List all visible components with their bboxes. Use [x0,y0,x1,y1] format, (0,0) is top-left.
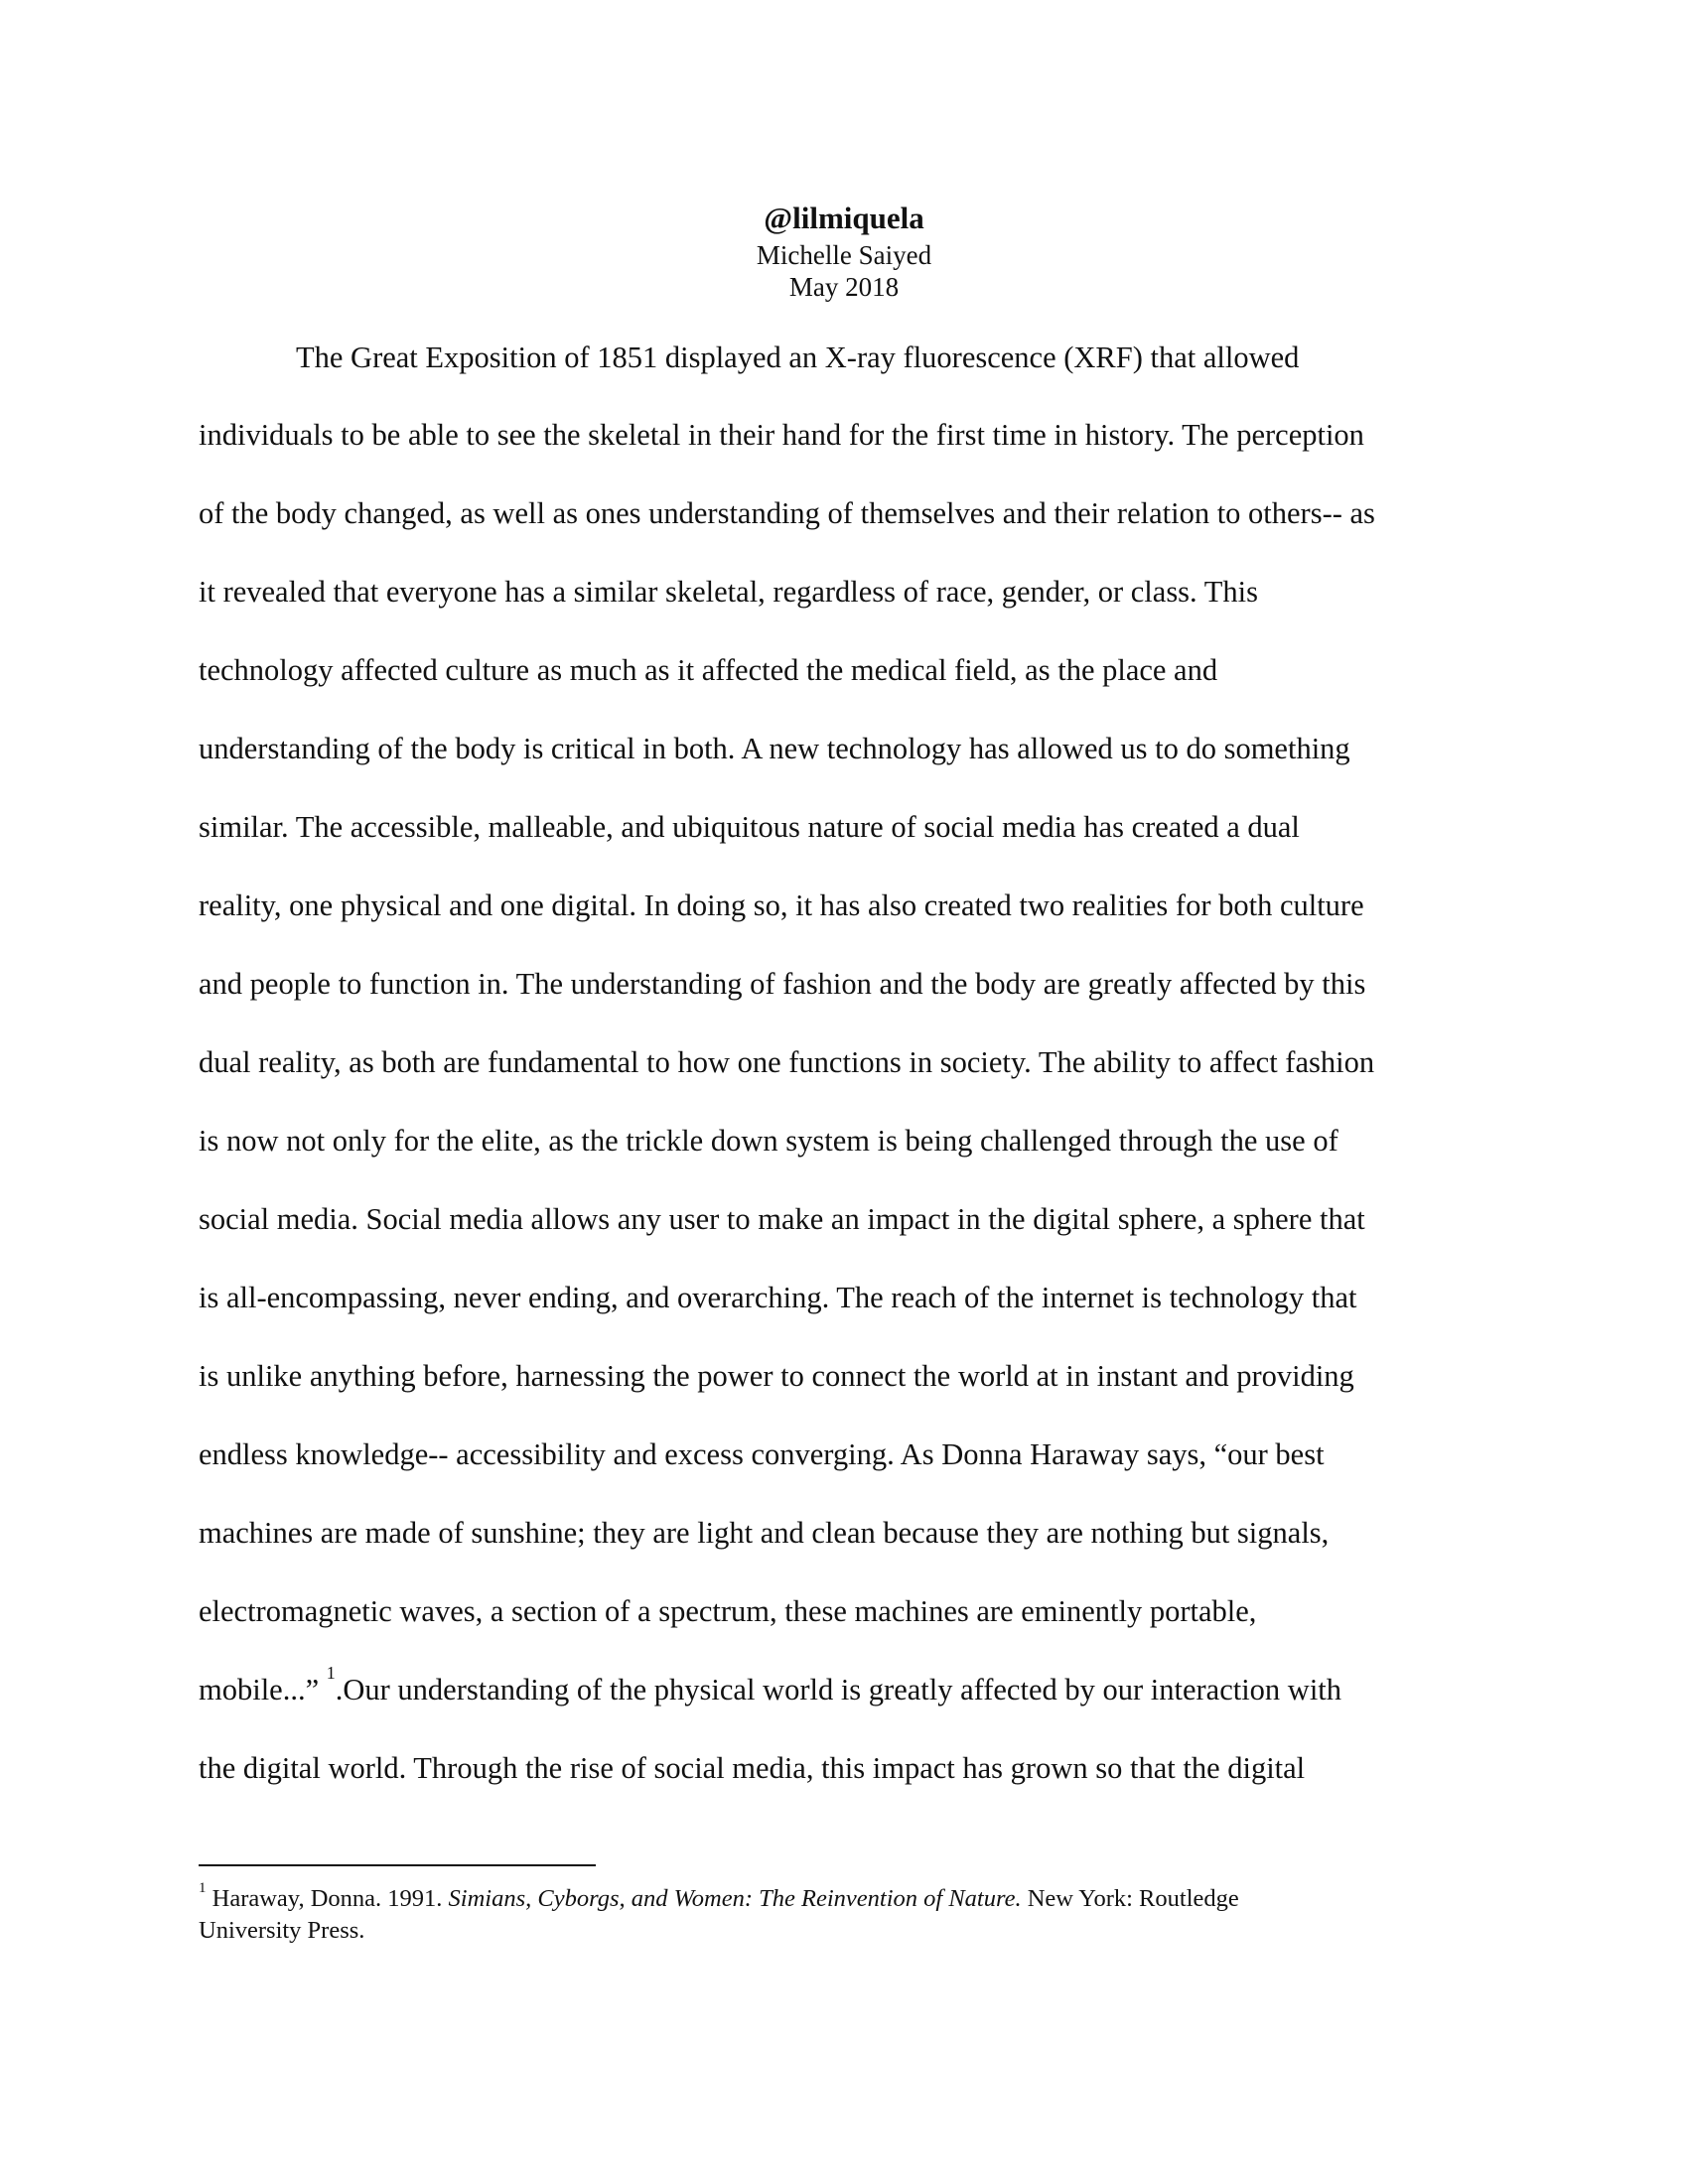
footnote-line [199,1880,1239,1914]
body-line: is all-encompassing, never ending, and overarching. The reach of the internet is technology that [199,1281,1357,1314]
footnote-book-title: Simians, Cyborgs, and Women: The Reinvention of Nature. [448,1885,1022,1912]
footnote-divider [199,1864,596,1866]
body-line: machines are made of sunshine; they are light and clean because they are nothing but signals, [199,1516,1330,1550]
footnote-line: University Press. [199,1917,365,1944]
page-title: @lilmiquela [764,201,924,235]
body-line: individuals to be able to see the skeletal in their hand for the first time in history. The perception [199,418,1364,452]
body-line: reality, one physical and one digital. In doing so, it has also created two realities for both culture [199,888,1364,922]
footnote-citation: Haraway, Donna. 1991. [206,1885,449,1912]
body-text-segment: mobile...” [199,1673,327,1706]
footnote-marker: 1 [199,1880,207,1896]
body-line [199,1663,1342,1709]
body-line: electromagnetic waves, a section of a spectrum, these machines are eminently portable, [199,1594,1257,1628]
body-line: endless knowledge-- accessibility and excess converging. As Donna Haraway says, “our best [199,1437,1325,1471]
body-line: dual reality, as both are fundamental to how one functions in society. The ability to affect fashion [199,1045,1375,1079]
footnote-reference[interactable]: 1 [326,1663,336,1683]
body-line: social media. Social media allows any user to make an impact in the digital sphere, a sphere that [199,1202,1365,1236]
body-line: it revealed that everyone has a similar skeletal, regardless of race, gender, or class. This [199,575,1258,609]
body-line: is now not only for the elite, as the trickle down system is being challenged through the use of [199,1124,1338,1158]
body-line: is unlike anything before, harnessing the power to connect the world at in instant and providing [199,1359,1354,1393]
body-text-segment: .Our understanding of the physical world is greatly affected by our interaction with [335,1673,1342,1706]
body-line: the digital world. Through the rise of social media, this impact has grown so that the digital [199,1751,1306,1785]
footnote-publisher: New York: Routledge [1021,1885,1239,1912]
body-line: technology affected culture as much as it affected the medical field, as the place and [199,653,1218,687]
author-name: Michelle Saiyed [756,240,932,270]
body-line: of the body changed, as well as ones understanding of themselves and their relation to others-- as [199,496,1375,530]
body-line: understanding of the body is critical in both. A new technology has allowed us to do something [199,732,1350,765]
body-line: and people to function in. The understanding of fashion and the body are greatly affected by this [199,967,1366,1001]
publication-date: May 2018 [788,272,900,302]
body-line: The Great Exposition of 1851 displayed an X-ray fluorescence (XRF) that allowed [296,341,1300,374]
body-line: similar. The accessible, malleable, and ubiquitous nature of social media has created a dual [199,810,1300,844]
